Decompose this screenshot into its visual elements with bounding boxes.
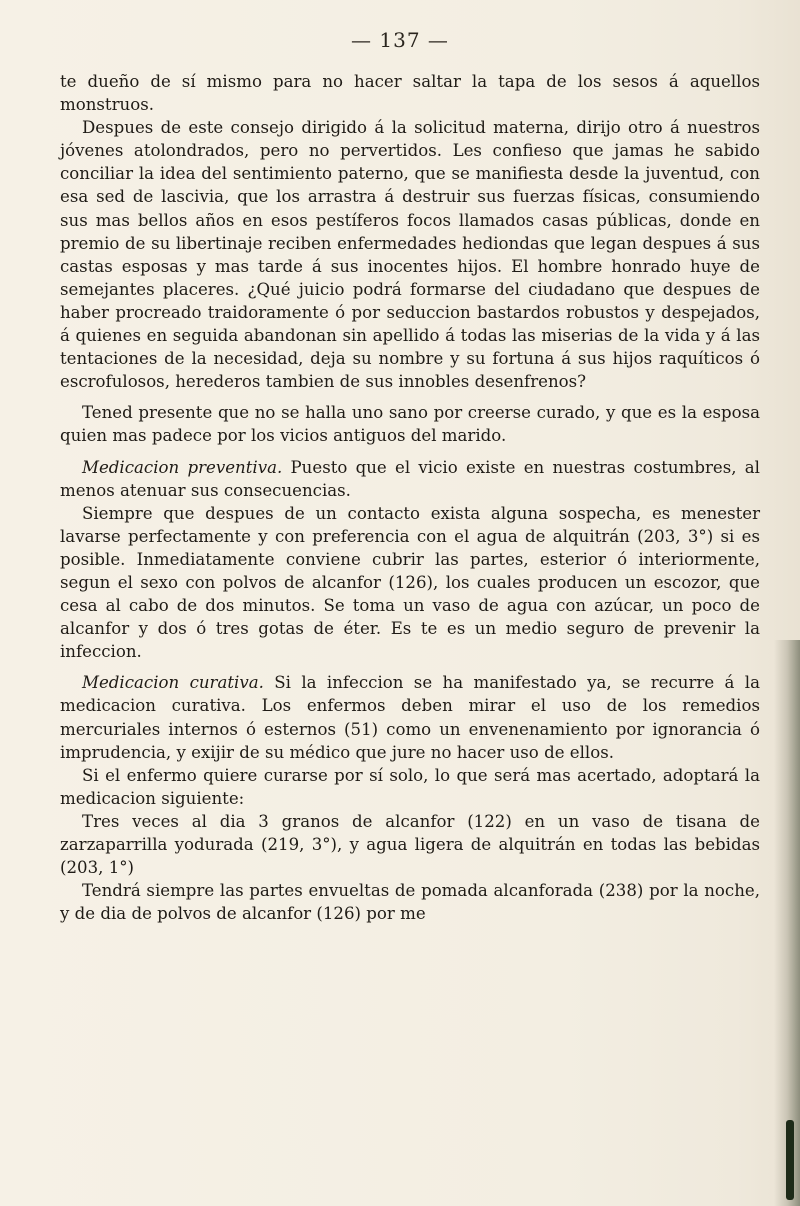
paragraph-advice-youth: Despues de este consejo dirigido á la solicitud materna, dirijo otro á nuestros jóvenes atolondrados, pero no pervertidos. Les confieso que jamas he sabido conciliar la idea del sentimiento paterno, que se manifiesta desde la juventud, con esa sed de lascivia, que los arrastra á destruir sus fuerzas físicas, consumiendo sus mas bellos años en esos pestíferos focos llamados casas públicas, donde en premio de su libertinaje reciben enfermedades hediondas que legan despues á sus castas esposas y mas tarde á sus inocentes hijos. El hombre honrado huye de semejantes placeres. ¿Qué juicio podrá formarse del ciudadano que despues de haber procreado traidoramente ó por seduccion bastardos robustos y despejados, á quienes en seguida abandonan sin apellido á todas las miserias de la vida y á las tentaciones de la necesidad, deja su nombre y su fortuna á sus hijos raquíticos ó escrofulosos, herederos tambien de sus innobles desenfrenos? [60, 118, 760, 392]
paragraph-continuation: te dueño de sí mismo para no hacer saltar la tapa de los sesos á aquellos monstruos. [60, 72, 760, 115]
paragraph-curative [60, 671, 760, 763]
paragraph-warning: Tened presente que no se halla uno sano por creerse curado, y que es la esposa quien mas padece por los vicios antiguos del marido. [60, 403, 760, 446]
preventive-heading: Medicacion preventiva. [82, 457, 283, 477]
paragraph-preventive-procedure: Siempre que despues de un contacto exista alguna sospecha, es menester lavarse perfectamente y con preferencia con el agua de alquitrán (203, 3°) si es posible. Inmediatamente conviene cubrir las partes, esterior ó interiormente, segun el sexo con polvos de alcanfor (126), los cuales producen un escozor, que cesa al cabo de dos minutos. Se toma un vaso de agua con azúcar, un poco de alcanfor y dos ó tres gotas de éter. Es te es un medio seguro de prevenir la infeccion. [60, 503, 760, 662]
paragraph-self-cure: Si el enfermo quiere curarse por sí solo, lo que será mas acertado, adoptará la medicacion siguiente: [60, 765, 760, 808]
paragraph-ointment: Tendrá siempre las partes envueltas de pomada alcanforada (238) por la noche, y de dia de polvos de alcanfor (126) por me [60, 881, 760, 924]
binding-edge-mark [786, 1120, 794, 1200]
page-number: — 137 — [351, 28, 449, 52]
body-text [60, 70, 760, 925]
paragraph-dosage: Tres veces al dia 3 granos de alcanfor (122) en un vaso de tisana de zarzaparrilla yodurada (219, 3°), y agua ligera de alquitrán en todas las bebidas (203, 1°) [60, 811, 760, 878]
curative-heading: Medicacion curativa. [82, 673, 264, 693]
preventive-intro: Puesto que el vicio existe en nuestras costumbres, al menos atenuar sus consecuencias. [60, 457, 760, 500]
curative-intro: Si la infeccion se ha manifestado ya, se recurre á la medicacion curativa. Los enfermos deben mirar el uso de los remedios mercuriales internos ó esternos (51) como un envenenamiento por ignorancia ó imprudencia, y exijir de su médico que jure no hacer uso de ellos. [60, 673, 760, 762]
paragraph-preventive [60, 456, 760, 502]
